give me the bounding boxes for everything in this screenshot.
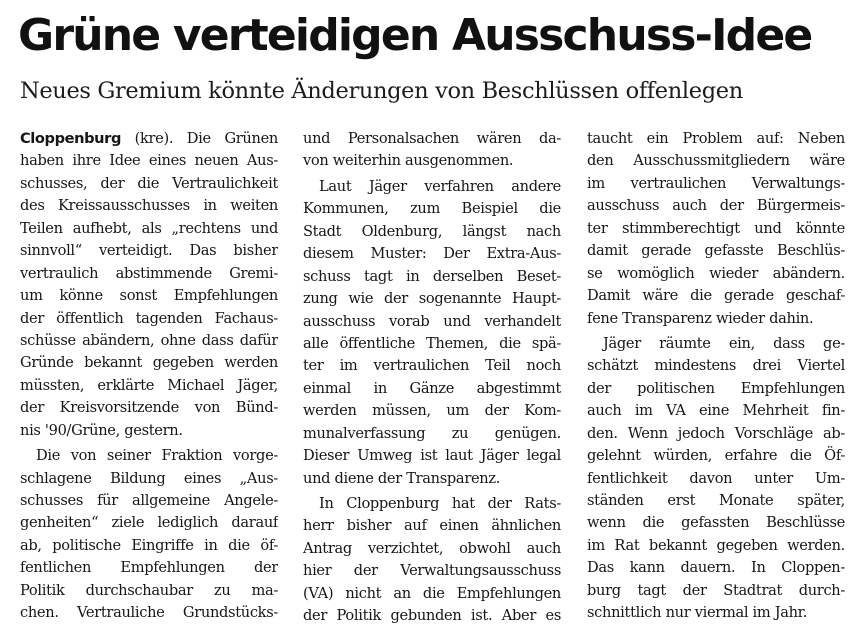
- text-line: schüsse abändern, ohne dass dafür: [20, 331, 278, 349]
- text-line: Kommunen, zum Beispiel die: [303, 200, 561, 218]
- text-line: ausschuss auch der Bürgermeis-: [587, 197, 845, 215]
- text-line: der politischen Empfehlungen: [587, 379, 845, 397]
- text-line: munalverfassung zu genügen.: [303, 424, 561, 442]
- text-line: se womöglich wieder abändern.: [587, 264, 845, 282]
- headline: Grüne verteidigen Ausschuss-Idee: [18, 10, 812, 61]
- text-line: Laut Jäger verfahren andere: [319, 177, 561, 195]
- text-line: im vertraulichen Verwaltungs-: [587, 174, 845, 192]
- text-line: [20, 128, 278, 150]
- text-line: burg tagt der Stadtrat durch-: [587, 581, 845, 599]
- text-line: wenn die gefassten Beschlüsse: [587, 514, 845, 532]
- text-line: Teilen aufhebt, als „rechtens und: [20, 219, 278, 237]
- text-line: den. Wenn jedoch Vorschläge ab-: [587, 424, 845, 442]
- text-line: damit gerade gefasste Beschlüs-: [587, 242, 845, 260]
- text-line: und diene der Transparenz.: [303, 469, 501, 487]
- text-column-1: [20, 128, 278, 625]
- text-line: Das kann dauern. In Cloppen-: [587, 559, 845, 577]
- text-line: haben ihre Idee eines neuen Aus-: [20, 152, 278, 170]
- text-line: In Cloppenburg hat der Rats-: [319, 495, 561, 512]
- text-line: müssten, erklärte Michael Jäger,: [20, 376, 278, 394]
- text-line: ter stimmberechtigt und könnte: [587, 219, 845, 237]
- text-line: der Kreisvorsitzende von Bünd-: [20, 399, 278, 417]
- text-line: taucht ein Problem auf: Neben: [587, 130, 845, 147]
- dateline: Cloppenburg: [20, 130, 121, 147]
- text-column-3: [587, 128, 845, 625]
- text-line: Dieser Umweg ist laut Jäger legal: [303, 447, 561, 465]
- text-line: der Politik gebunden ist. Aber es: [303, 607, 561, 625]
- text-line: Die von seiner Fraktion vorge-: [36, 447, 278, 465]
- text-line: ab, politische Eingriffe in die öf-: [20, 536, 278, 554]
- text-line: Stadt Oldenburg, längst nach: [303, 222, 561, 240]
- text-line: auch im VA eine Mehrheit fin-: [587, 402, 845, 420]
- text-line: und Personalsachen wären da-: [303, 130, 561, 147]
- text-line: des Kreissausschusses in weiten: [20, 197, 278, 215]
- text-line: diesem Muster: Der Extra-Aus-: [303, 245, 561, 263]
- text-line: Antrag verzichtet, obwohl auch: [303, 539, 561, 557]
- text-line: Jäger räumte ein, dass ge-: [603, 334, 845, 352]
- text-line: schuss tagt in derselben Beset-: [303, 267, 561, 285]
- text-line: schusses, der die Vertraulichkeit: [20, 174, 278, 192]
- text-line: Damit wäre die gerade geschaf-: [587, 287, 845, 305]
- text-line: im Rat bekannt gegeben werden.: [587, 536, 845, 554]
- text-line: ständen erst Monate später,: [587, 492, 845, 509]
- text-column-2: [303, 128, 561, 628]
- text-line: schnittlich nur viermal im Jahr.: [587, 604, 808, 622]
- text-line: hier der Verwaltungsausschuss: [303, 562, 561, 580]
- text-line: fentlichkeit davon unter Um-: [587, 469, 845, 487]
- text-line: der öffentlich tagenden Fachaus-: [20, 309, 278, 327]
- text-line: schlagene Bildung eines „Aus-: [20, 469, 278, 487]
- text-line: genheiten“ ziele lediglich darauf: [20, 514, 278, 532]
- text-line: ter im vertraulichen Teil noch: [303, 357, 561, 375]
- text-line: ausschuss vorab und verhandelt: [303, 312, 561, 330]
- text-line: chen. Vertrauliche Grundstücks-: [20, 604, 278, 622]
- text-line: schätzt mindestens drei Viertel: [587, 357, 845, 375]
- text-line: gelehnt würden, erfahre die Öf-: [587, 447, 845, 465]
- text-line: (VA) nicht an die Empfehlungen: [303, 584, 561, 602]
- text-line: sinnvoll“ verteidigt. Das bisher: [20, 242, 278, 260]
- text-line: von weiterhin ausgenommen.: [303, 152, 514, 170]
- text-line-content: (kre). Die Grünen: [121, 130, 278, 147]
- text-line: nis '90/Grüne, gestern.: [20, 421, 183, 439]
- text-line: alle öffentliche Themen, die spä-: [303, 334, 561, 352]
- text-line: den Ausschussmitgliedern wäre: [587, 152, 845, 170]
- text-line: Gründe bekannt gegeben werden: [20, 354, 278, 372]
- text-line: fentlichen Empfehlungen der: [20, 559, 278, 577]
- text-line: Politik durchschaubar zu ma-: [20, 581, 278, 599]
- text-line: schusses für allgemeine Angele-: [20, 492, 278, 509]
- text-line: herr bisher auf einen ähnlichen: [303, 517, 561, 535]
- text-line: werden müssen, um der Kom-: [303, 402, 561, 420]
- text-line: um könne sonst Empfehlungen: [20, 287, 278, 305]
- text-line: einmal in Gänze abgestimmt: [303, 379, 561, 397]
- subheadline: Neues Gremium könnte Änderungen von Beschlüssen offenlegen: [20, 78, 743, 104]
- text-line: zung wie der sogenannte Haupt-: [303, 290, 561, 308]
- text-line: fene Transparenz wieder dahin.: [587, 309, 814, 327]
- text-line: vertraulich abstimmende Gremi-: [20, 264, 278, 282]
